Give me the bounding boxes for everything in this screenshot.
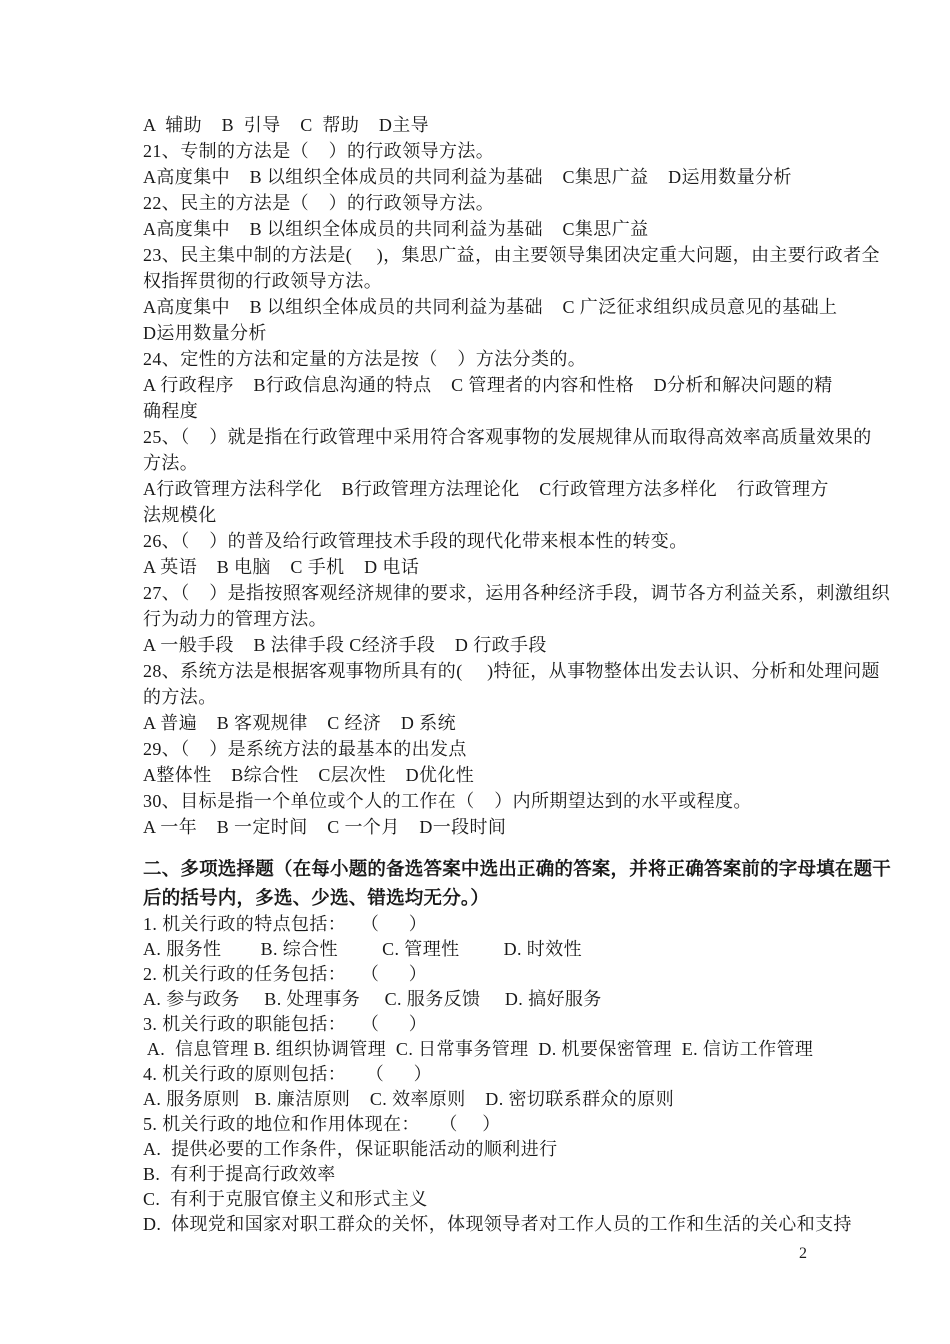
text-line: A 一般手段 B 法律手段 C经济手段 D 行政手段 <box>143 635 547 655</box>
text-line: 27、（ ）是指按照客观经济规律的要求，运用各种经济手段，调节各方利益关系，刺激组织 <box>143 583 890 603</box>
text-line: A整体性 B综合性 C层次性 D优化性 <box>143 765 475 785</box>
text-line: A. 参与政务 B. 处理事务 C. 服务反馈 D. 搞好服务 <box>143 989 602 1009</box>
text-line: A 一年 B 一定时间 C 一个月 D一段时间 <box>143 817 507 837</box>
text-line: 确程度 <box>143 401 199 421</box>
text-line: A. 信息管理 B. 组织协调管理 C. 日常事务管理 D. 机要保密管理 E. 信访工作管理 <box>143 1039 814 1059</box>
text-line: 行为动力的管理方法。 <box>143 609 327 629</box>
text-line: D运用数量分析 <box>143 323 267 343</box>
page-number: 2 <box>799 1245 807 1262</box>
text-line: 后的括号内，多选、少选、错选均无分。） <box>143 887 490 908</box>
text-line: 4. 机关行政的原则包括： （ ） <box>143 1064 432 1084</box>
text-line: A高度集中 B 以组织全体成员的共同利益为基础 C集思广益 D运用数量分析 <box>143 167 792 187</box>
document-content <box>143 112 892 1237</box>
text-line: B. 有利于提高行政效率 <box>143 1164 336 1184</box>
text-line: 30、目标是指一个单位或个人的工作在（ ）内所期望达到的水平或程度。 <box>143 791 752 811</box>
text-line: 28、系统方法是根据客观事物所具有的( )特征，从事物整体出发去认识、分析和处理问题 <box>143 661 880 681</box>
text-line: 方法。 <box>143 453 199 473</box>
text-line: 24、定性的方法和定量的方法是按（ ）方法分类的。 <box>143 349 587 369</box>
text-line: 21、专制的方法是（ ）的行政领导方法。 <box>143 141 495 161</box>
text-line: A 辅助 B 引导 C 帮助 D主导 <box>143 115 430 135</box>
text-line: 23、民主集中制的方法是( )，集思广益，由主要领导集团决定重大问题，由主要行政者全 <box>143 245 880 265</box>
text-line: A 普遍 B 客观规律 C 经济 D 系统 <box>143 713 457 733</box>
text-line: A. 服务性 B. 综合性 C. 管理性 D. 时效性 <box>143 939 583 959</box>
text-line: D. 体现党和国家对职工群众的关怀，体现领导者对工作人员的工作和生活的关心和支持 <box>143 1214 852 1234</box>
text-line: 1. 机关行政的特点包括： （ ） <box>143 914 428 934</box>
text-line: A. 提供必要的工作条件，保证职能活动的顺利进行 <box>143 1139 558 1159</box>
text-line: 权指挥贯彻的行政领导方法。 <box>143 271 383 291</box>
text-line: C. 有利于克服官僚主义和形式主义 <box>143 1189 428 1209</box>
text-line: 25、（ ）就是指在行政管理中采用符合客观事物的发展规律从而取得高效率高质量效果的 <box>143 427 872 447</box>
text-line: 5. 机关行政的地位和作用体现在： （ ） <box>143 1114 501 1134</box>
text-line: 二、多项选择题（在每小题的备选答案中选出正确的答案，并将正确答案前的字母填在题干 <box>143 858 892 879</box>
text-line: 29、（ ）是系统方法的最基本的出发点 <box>143 739 467 759</box>
text-line: A行政管理方法科学化 B行政管理方法理论化 C行政管理方法多样化 行政管理方 <box>143 479 829 499</box>
text-line: A 行政程序 B行政信息沟通的特点 C 管理者的内容和性格 D分析和解决问题的精 <box>143 375 833 395</box>
text-line: A 英语 B 电脑 C 手机 D 电话 <box>143 557 420 577</box>
text-line: 22、民主的方法是（ ）的行政领导方法。 <box>143 193 495 213</box>
text-line: 26、（ ）的普及给行政管理技术手段的现代化带来根本性的转变。 <box>143 531 688 551</box>
text-line: 的方法。 <box>143 687 217 707</box>
text-line: A高度集中 B 以组织全体成员的共同利益为基础 C集思广益 <box>143 219 649 239</box>
text-line: 2. 机关行政的任务包括： （ ） <box>143 964 428 984</box>
text-line: 3. 机关行政的职能包括： （ ） <box>143 1014 428 1034</box>
text-line: 法规模化 <box>143 505 217 525</box>
text-line: A高度集中 B 以组织全体成员的共同利益为基础 C 广泛征求组织成员意见的基础上 <box>143 297 838 317</box>
text-line: A. 服务原则 B. 廉洁原则 C. 效率原则 D. 密切联系群众的原则 <box>143 1089 675 1109</box>
